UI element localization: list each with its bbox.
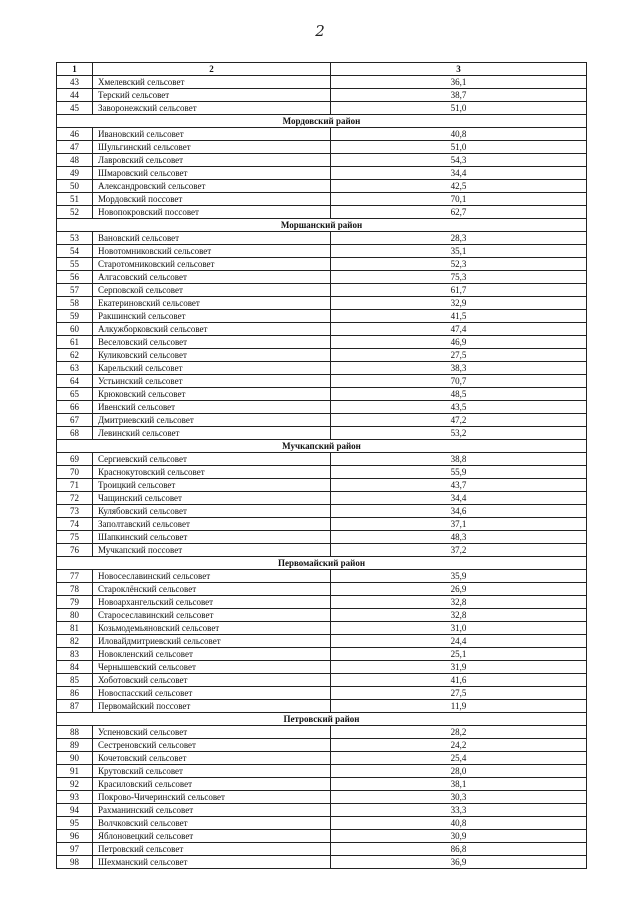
row-name: Чащинский сельсовет xyxy=(93,492,331,505)
row-number: 45 xyxy=(57,102,93,115)
row-number: 55 xyxy=(57,258,93,271)
table-row xyxy=(57,804,587,817)
table-row xyxy=(57,700,587,713)
row-name: Новопокровский поссовет xyxy=(93,206,331,219)
row-name: Серповской сельсовет xyxy=(93,284,331,297)
row-number: 95 xyxy=(57,817,93,830)
row-number: 60 xyxy=(57,323,93,336)
row-number: 89 xyxy=(57,739,93,752)
row-number: 61 xyxy=(57,336,93,349)
row-name: Новосеславинский сельсовет xyxy=(93,570,331,583)
table-row xyxy=(57,492,587,505)
row-number: 76 xyxy=(57,544,93,557)
table-row xyxy=(57,518,587,531)
section-row xyxy=(57,557,587,570)
row-name: Новотомниковский сельсовет xyxy=(93,245,331,258)
row-value: 48,5 xyxy=(331,388,587,401)
table-row xyxy=(57,531,587,544)
section-title: Петровский район xyxy=(57,713,587,726)
row-number: 78 xyxy=(57,583,93,596)
row-name: Красиловский сельсовет xyxy=(93,778,331,791)
table-row xyxy=(57,726,587,739)
row-value: 86,8 xyxy=(331,843,587,856)
row-value: 36,1 xyxy=(331,76,587,89)
section-row xyxy=(57,713,587,726)
row-name: Веселовский сельсовет xyxy=(93,336,331,349)
row-name: Козьмодемьяновский сельсовет xyxy=(93,622,331,635)
row-value: 48,3 xyxy=(331,531,587,544)
row-name: Заполтавский сельсовет xyxy=(93,518,331,531)
row-value: 31,0 xyxy=(331,622,587,635)
row-name: Дмитриевский сельсовет xyxy=(93,414,331,427)
table-row xyxy=(57,180,587,193)
row-name: Успеновский сельсовет xyxy=(93,726,331,739)
row-number: 96 xyxy=(57,830,93,843)
row-number: 79 xyxy=(57,596,93,609)
table-row xyxy=(57,596,587,609)
row-value: 40,8 xyxy=(331,128,587,141)
row-number: 71 xyxy=(57,479,93,492)
table-row xyxy=(57,89,587,102)
row-number: 54 xyxy=(57,245,93,258)
row-number: 66 xyxy=(57,401,93,414)
row-name: Чернышевский сельсовет xyxy=(93,661,331,674)
table-row xyxy=(57,245,587,258)
row-number: 58 xyxy=(57,297,93,310)
row-number: 52 xyxy=(57,206,93,219)
row-number: 91 xyxy=(57,765,93,778)
row-name: Кулябовский сельсовет xyxy=(93,505,331,518)
row-value: 41,5 xyxy=(331,310,587,323)
row-number: 53 xyxy=(57,232,93,245)
row-name: Петровский сельсовет xyxy=(93,843,331,856)
row-value: 54,3 xyxy=(331,154,587,167)
row-name: Мучкапский поссовет xyxy=(93,544,331,557)
row-number: 81 xyxy=(57,622,93,635)
row-value: 35,1 xyxy=(331,245,587,258)
row-name: Староклёнский сельсовет xyxy=(93,583,331,596)
row-number: 83 xyxy=(57,648,93,661)
table-row xyxy=(57,193,587,206)
table-row xyxy=(57,414,587,427)
row-value: 31,9 xyxy=(331,661,587,674)
row-name: Мордовский поссовет xyxy=(93,193,331,206)
column-header-value: 3 xyxy=(331,63,587,76)
row-value: 52,3 xyxy=(331,258,587,271)
row-value: 70,1 xyxy=(331,193,587,206)
row-value: 75,3 xyxy=(331,271,587,284)
row-value: 46,9 xyxy=(331,336,587,349)
row-name: Кочетовский сельсовет xyxy=(93,752,331,765)
row-value: 53,2 xyxy=(331,427,587,440)
row-value: 32,9 xyxy=(331,297,587,310)
row-name: Новоархангельский сельсовет xyxy=(93,596,331,609)
row-name: Покрово-Чичеринский сельсовет xyxy=(93,791,331,804)
row-name: Хоботовский сельсовет xyxy=(93,674,331,687)
row-value: 42,5 xyxy=(331,180,587,193)
row-name: Терский сельсовет xyxy=(93,89,331,102)
table-row xyxy=(57,128,587,141)
row-value: 25,4 xyxy=(331,752,587,765)
row-name: Заворонежский сельсовет xyxy=(93,102,331,115)
table-row xyxy=(57,778,587,791)
table-row xyxy=(57,622,587,635)
row-number: 64 xyxy=(57,375,93,388)
table-row xyxy=(57,76,587,89)
row-name: Волчковский сельсовет xyxy=(93,817,331,830)
row-name: Сергиевский сельсовет xyxy=(93,453,331,466)
row-value: 35,9 xyxy=(331,570,587,583)
table-row xyxy=(57,167,587,180)
row-number: 43 xyxy=(57,76,93,89)
table-row xyxy=(57,375,587,388)
row-number: 92 xyxy=(57,778,93,791)
row-number: 56 xyxy=(57,271,93,284)
row-value: 38,7 xyxy=(331,89,587,102)
row-value: 36,9 xyxy=(331,856,587,869)
row-name: Рахманинский сельсовет xyxy=(93,804,331,817)
row-number: 73 xyxy=(57,505,93,518)
row-number: 49 xyxy=(57,167,93,180)
row-value: 32,8 xyxy=(331,609,587,622)
row-number: 98 xyxy=(57,856,93,869)
row-number: 90 xyxy=(57,752,93,765)
row-value: 61,7 xyxy=(331,284,587,297)
row-value: 32,8 xyxy=(331,596,587,609)
table-row xyxy=(57,349,587,362)
section-title: Мучкапский район xyxy=(57,440,587,453)
table-row xyxy=(57,648,587,661)
section-title: Моршанский район xyxy=(57,219,587,232)
row-value: 34,4 xyxy=(331,167,587,180)
row-value: 41,6 xyxy=(331,674,587,687)
row-value: 47,4 xyxy=(331,323,587,336)
row-number: 88 xyxy=(57,726,93,739)
table-row xyxy=(57,284,587,297)
row-name: Новоспасский сельсовет xyxy=(93,687,331,700)
table-row xyxy=(57,791,587,804)
row-number: 86 xyxy=(57,687,93,700)
row-number: 47 xyxy=(57,141,93,154)
table-row xyxy=(57,323,587,336)
row-name: Крюковский сельсовет xyxy=(93,388,331,401)
row-name: Старосеславинский сельсовет xyxy=(93,609,331,622)
row-value: 34,4 xyxy=(331,492,587,505)
row-number: 82 xyxy=(57,635,93,648)
table-row xyxy=(57,674,587,687)
row-value: 43,7 xyxy=(331,479,587,492)
row-value: 47,2 xyxy=(331,414,587,427)
row-value: 37,2 xyxy=(331,544,587,557)
row-number: 62 xyxy=(57,349,93,362)
row-name: Троицкий сельсовет xyxy=(93,479,331,492)
table-row xyxy=(57,232,587,245)
row-value: 24,2 xyxy=(331,739,587,752)
table-row xyxy=(57,102,587,115)
table-row xyxy=(57,830,587,843)
row-value: 51,0 xyxy=(331,102,587,115)
row-name: Екатериновский сельсовет xyxy=(93,297,331,310)
row-name: Шапкинский сельсовет xyxy=(93,531,331,544)
table-row xyxy=(57,206,587,219)
row-number: 57 xyxy=(57,284,93,297)
row-value: 30,9 xyxy=(331,830,587,843)
row-name: Ивенский сельсовет xyxy=(93,401,331,414)
row-number: 84 xyxy=(57,661,93,674)
row-value: 38,3 xyxy=(331,362,587,375)
row-value: 38,8 xyxy=(331,453,587,466)
table-row xyxy=(57,687,587,700)
row-name: Алгасовский сельсовет xyxy=(93,271,331,284)
row-value: 28,2 xyxy=(331,726,587,739)
table-row xyxy=(57,154,587,167)
row-name: Шехманский сельсовет xyxy=(93,856,331,869)
row-number: 77 xyxy=(57,570,93,583)
row-name: Ивановский сельсовет xyxy=(93,128,331,141)
table-row xyxy=(57,817,587,830)
section-title: Мордовский район xyxy=(57,115,587,128)
row-number: 94 xyxy=(57,804,93,817)
row-value: 33,3 xyxy=(331,804,587,817)
row-name: Лавровский сельсовет xyxy=(93,154,331,167)
row-number: 51 xyxy=(57,193,93,206)
table-row xyxy=(57,258,587,271)
row-number: 80 xyxy=(57,609,93,622)
row-number: 85 xyxy=(57,674,93,687)
row-name: Алкужборковский сельсовет xyxy=(93,323,331,336)
row-value: 43,5 xyxy=(331,401,587,414)
row-number: 67 xyxy=(57,414,93,427)
table-row xyxy=(57,401,587,414)
row-number: 75 xyxy=(57,531,93,544)
row-value: 40,8 xyxy=(331,817,587,830)
row-name: Куликовский сельсовет xyxy=(93,349,331,362)
row-value: 55,9 xyxy=(331,466,587,479)
row-name: Хмелевский сельсовет xyxy=(93,76,331,89)
row-number: 97 xyxy=(57,843,93,856)
row-number: 44 xyxy=(57,89,93,102)
section-row xyxy=(57,440,587,453)
table-row xyxy=(57,544,587,557)
row-name: Первомайский поссовет xyxy=(93,700,331,713)
row-number: 63 xyxy=(57,362,93,375)
row-name: Сестреновский сельсовет xyxy=(93,739,331,752)
row-number: 46 xyxy=(57,128,93,141)
row-number: 68 xyxy=(57,427,93,440)
section-row xyxy=(57,115,587,128)
row-name: Яблоновецкий сельсовет xyxy=(93,830,331,843)
row-number: 70 xyxy=(57,466,93,479)
row-number: 65 xyxy=(57,388,93,401)
table-row xyxy=(57,141,587,154)
data-table xyxy=(56,62,587,869)
row-name: Иловайдмитриевский сельсовет xyxy=(93,635,331,648)
table-row xyxy=(57,856,587,869)
table-row xyxy=(57,310,587,323)
section-title: Первомайский район xyxy=(57,557,587,570)
row-value: 28,3 xyxy=(331,232,587,245)
row-name: Старотомниковский сельсовет xyxy=(93,258,331,271)
row-value: 62,7 xyxy=(331,206,587,219)
row-value: 28,0 xyxy=(331,765,587,778)
row-number: 87 xyxy=(57,700,93,713)
table-row xyxy=(57,388,587,401)
row-value: 37,1 xyxy=(331,518,587,531)
row-name: Левинский сельсовет xyxy=(93,427,331,440)
table-row xyxy=(57,609,587,622)
row-value: 51,0 xyxy=(331,141,587,154)
row-name: Александровский сельсовет xyxy=(93,180,331,193)
row-number: 50 xyxy=(57,180,93,193)
table-header-row xyxy=(57,63,587,76)
table-row xyxy=(57,583,587,596)
table-row xyxy=(57,271,587,284)
row-value: 30,3 xyxy=(331,791,587,804)
row-value: 70,7 xyxy=(331,375,587,388)
column-header-name: 2 xyxy=(93,63,331,76)
table-row xyxy=(57,466,587,479)
row-value: 25,1 xyxy=(331,648,587,661)
table-row xyxy=(57,505,587,518)
row-number: 69 xyxy=(57,453,93,466)
row-number: 48 xyxy=(57,154,93,167)
row-value: 27,5 xyxy=(331,687,587,700)
table-body xyxy=(57,76,587,869)
row-value: 34,6 xyxy=(331,505,587,518)
table-row xyxy=(57,661,587,674)
row-name: Устьинский сельсовет xyxy=(93,375,331,388)
row-name: Крутовский сельсовет xyxy=(93,765,331,778)
row-name: Краснокутовский сельсовет xyxy=(93,466,331,479)
row-name: Шульгинский сельсовет xyxy=(93,141,331,154)
row-number: 93 xyxy=(57,791,93,804)
table-row xyxy=(57,362,587,375)
table-row xyxy=(57,739,587,752)
row-value: 24,4 xyxy=(331,635,587,648)
table-row xyxy=(57,765,587,778)
table-row xyxy=(57,297,587,310)
row-value: 27,5 xyxy=(331,349,587,362)
page-number: 2 xyxy=(315,22,325,40)
column-header-number: 1 xyxy=(57,63,93,76)
row-number: 74 xyxy=(57,518,93,531)
row-name: Новокленский сельсовет xyxy=(93,648,331,661)
table-row xyxy=(57,752,587,765)
table-row xyxy=(57,479,587,492)
table-row xyxy=(57,336,587,349)
table-row xyxy=(57,570,587,583)
table-row xyxy=(57,453,587,466)
table-row xyxy=(57,843,587,856)
row-name: Вановский сельсовет xyxy=(93,232,331,245)
row-name: Карельский сельсовет xyxy=(93,362,331,375)
table-row xyxy=(57,635,587,648)
row-value: 11,9 xyxy=(331,700,587,713)
row-number: 72 xyxy=(57,492,93,505)
section-row xyxy=(57,219,587,232)
row-name: Шмаровский сельсовет xyxy=(93,167,331,180)
row-number: 59 xyxy=(57,310,93,323)
row-value: 26,9 xyxy=(331,583,587,596)
table-row xyxy=(57,427,587,440)
row-value: 38,1 xyxy=(331,778,587,791)
row-name: Ракшинский сельсовет xyxy=(93,310,331,323)
